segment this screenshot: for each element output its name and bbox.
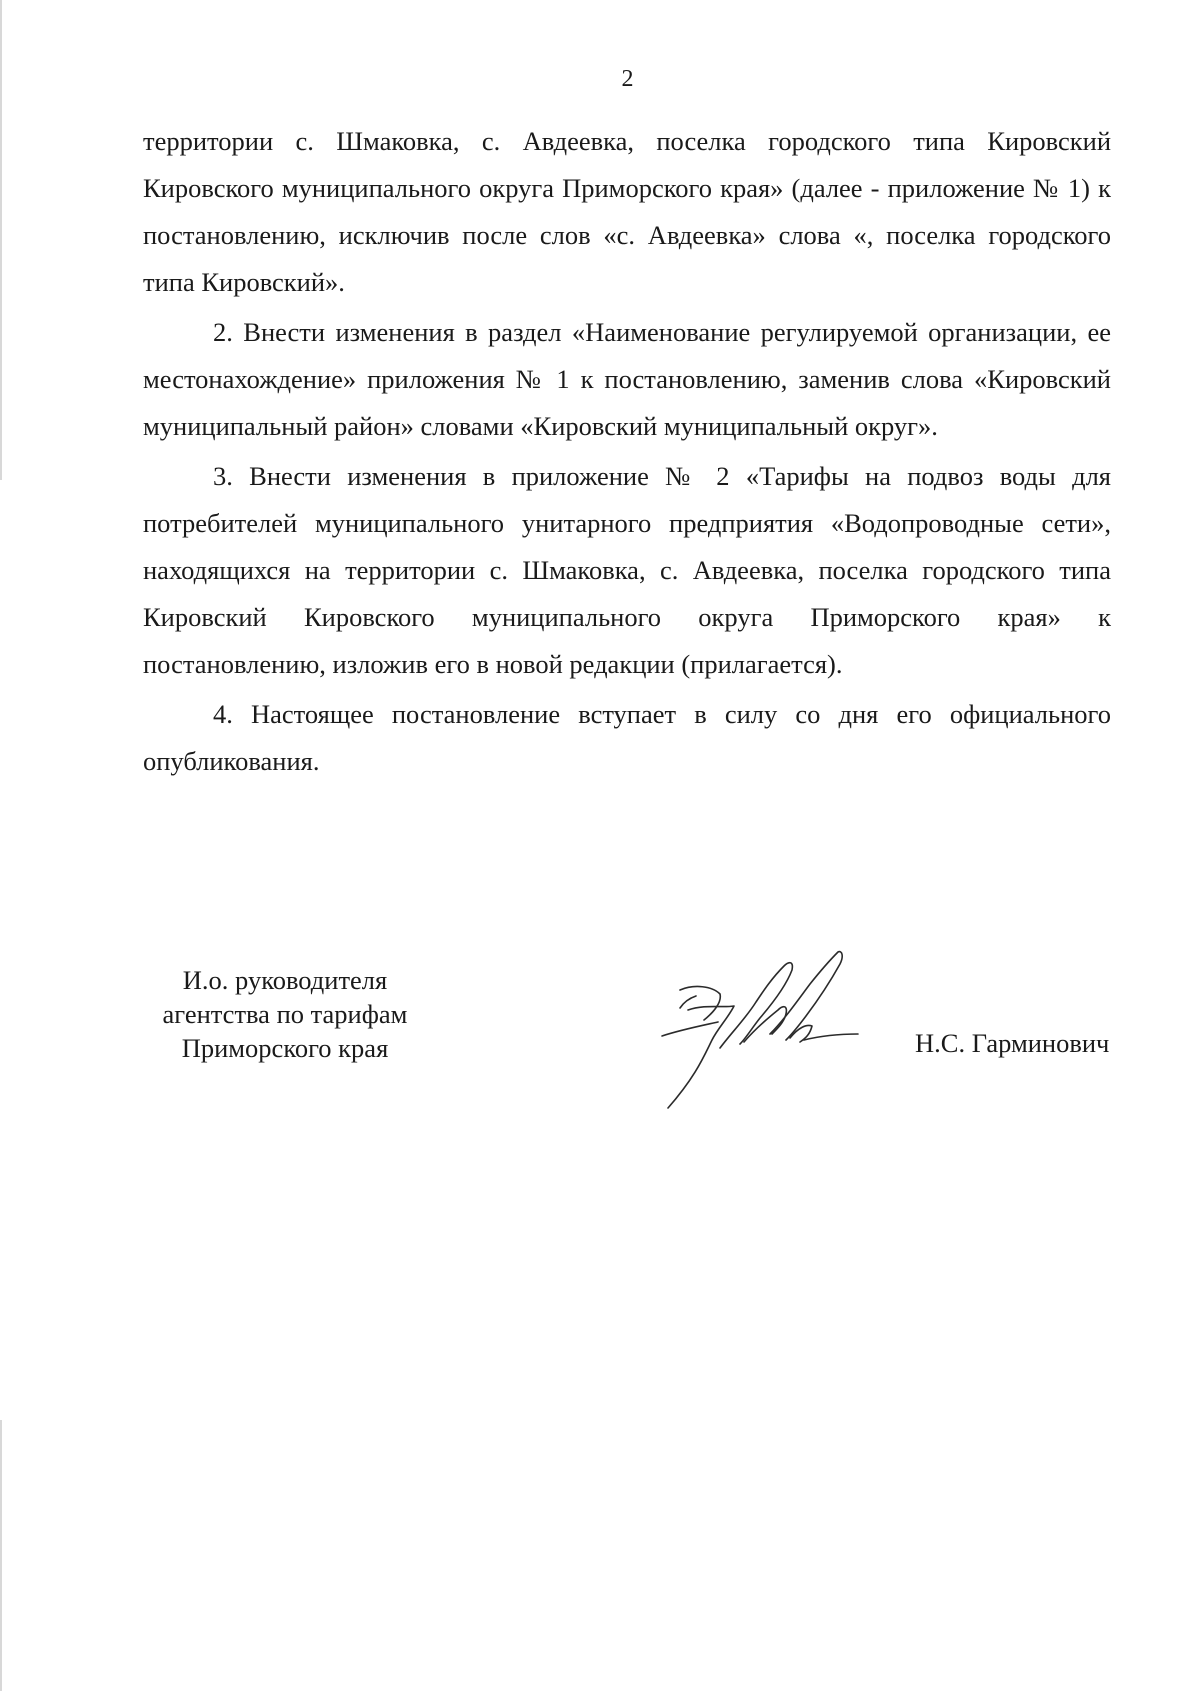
signer-title-line: Приморского края — [181, 1033, 389, 1063]
paragraph-item-3: 3. Внести изменения в приложение № 2 «Тарифы на подвоз воды для потребителей муниципального унитарного предприятия «Водопроводные сети», находящихся на территории с. Шмаковка, с. Авдеевка, поселка городского типа Кировский Кировского муниципального округа Приморского края» к постановлению, изложив его в новой редакции (прилагается). — [143, 461, 1111, 679]
document-body — [143, 118, 1111, 788]
signer-title-line: И.о. руководителя — [182, 965, 388, 995]
paragraph-item-2: 2. Внести изменения в раздел «Наименование регулируемой организации, ее местонахождение» приложения № 1 к постановлению, заменив слова «Кировский муниципальный район» словами «Кировский муниципальный округ». — [143, 317, 1111, 441]
scan-edge-mark — [0, 1420, 2, 1691]
signer-title — [140, 963, 430, 1065]
paragraph-item-4: 4. Настоящее постановление вступает в силу со дня его официального опубликования. — [143, 699, 1111, 776]
signer-name: Н.С. Гарминович — [915, 1028, 1110, 1058]
signer-title-line: агентства по тарифам — [162, 999, 408, 1029]
paragraph-continuation: территории с. Шмаковка, с. Авдеевка, поселка городского типа Кировский Кировского муниципального округа Приморского края» (далее - приложение № 1) к постановлению, исключив после слов «с. Авдеевка» слова «, поселка городского типа Кировский». — [143, 126, 1111, 297]
page-number: 2 — [621, 66, 634, 92]
handwritten-signature — [660, 948, 860, 1113]
scan-edge-mark — [0, 0, 2, 480]
